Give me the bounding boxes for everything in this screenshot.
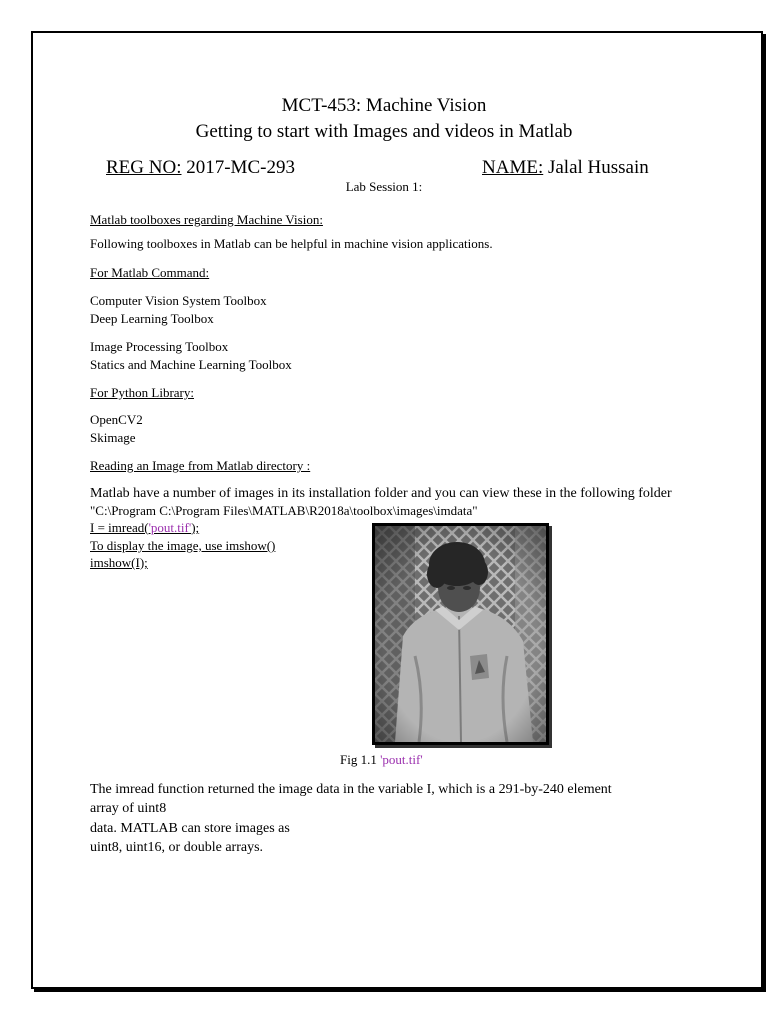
matlab-toolbox-item: Computer Vision System Toolbox	[90, 293, 267, 308]
matlab-toolbox-item: Deep Learning Toolbox	[90, 311, 214, 326]
code-imread-suffix: );	[191, 520, 200, 535]
display-instruction: To display the image, use imshow()	[90, 538, 276, 553]
matlab-heading: For Matlab Command:	[90, 265, 210, 280]
caption-filename: 'pout.tif'	[380, 752, 423, 767]
code-imread-prefix: I = imread(	[90, 520, 149, 535]
python-library-item: OpenCV2	[90, 412, 143, 427]
student-name	[482, 157, 649, 179]
reading-heading: Reading an Image from Matlab directory :	[90, 458, 311, 473]
code-imread	[90, 520, 199, 536]
closing-text-line: The imread function returned the image data in the variable I, which is a 291-by-240 element	[90, 782, 612, 797]
code-imshow: imshow(I);	[90, 555, 148, 570]
reg-label: REG NO:	[106, 157, 182, 178]
reg-no	[106, 157, 295, 179]
python-library-item: Skimage	[90, 430, 136, 445]
code-imread-arg: 'pout.tif'	[148, 520, 192, 535]
toolboxes-heading: Matlab toolboxes regarding Machine Vision:	[90, 212, 323, 227]
caption-prefix: Fig 1.1	[340, 752, 381, 767]
python-heading: For Python Library:	[90, 385, 194, 400]
matlab-toolbox-item: Image Processing Toolbox	[90, 339, 229, 354]
reading-paragraph-line: Matlab have a number of images in its installation folder and you can view these in the following folder	[90, 486, 672, 501]
figure-caption	[340, 752, 423, 768]
reg-value: 2017-MC-293	[186, 157, 295, 178]
document-subtitle: Getting to start with Images and videos in Matlab	[195, 121, 573, 142]
closing-text-line: uint8, uint16, or double arrays.	[90, 840, 264, 855]
name-value: Jalal Hussain	[547, 157, 649, 178]
course-title: MCT-453: Machine Vision	[281, 95, 487, 116]
toolboxes-intro: Following toolboxes in Matlab can be helpful in machine vision applications.	[90, 236, 493, 251]
pout-image-drawing	[375, 526, 546, 742]
pout-image	[372, 523, 549, 745]
matlab-toolbox-item: Statics and Machine Learning Toolbox	[90, 357, 292, 372]
closing-text-line: data. MATLAB can store images as	[90, 821, 290, 836]
name-label: NAME:	[482, 157, 544, 178]
lab-session: Lab Session 1:	[345, 179, 423, 194]
folder-path: "C:\Program C:\Program Files\MATLAB\R2018a\toolbox\images\imdata"	[90, 503, 478, 518]
closing-text-line: array of uint8	[90, 801, 167, 816]
